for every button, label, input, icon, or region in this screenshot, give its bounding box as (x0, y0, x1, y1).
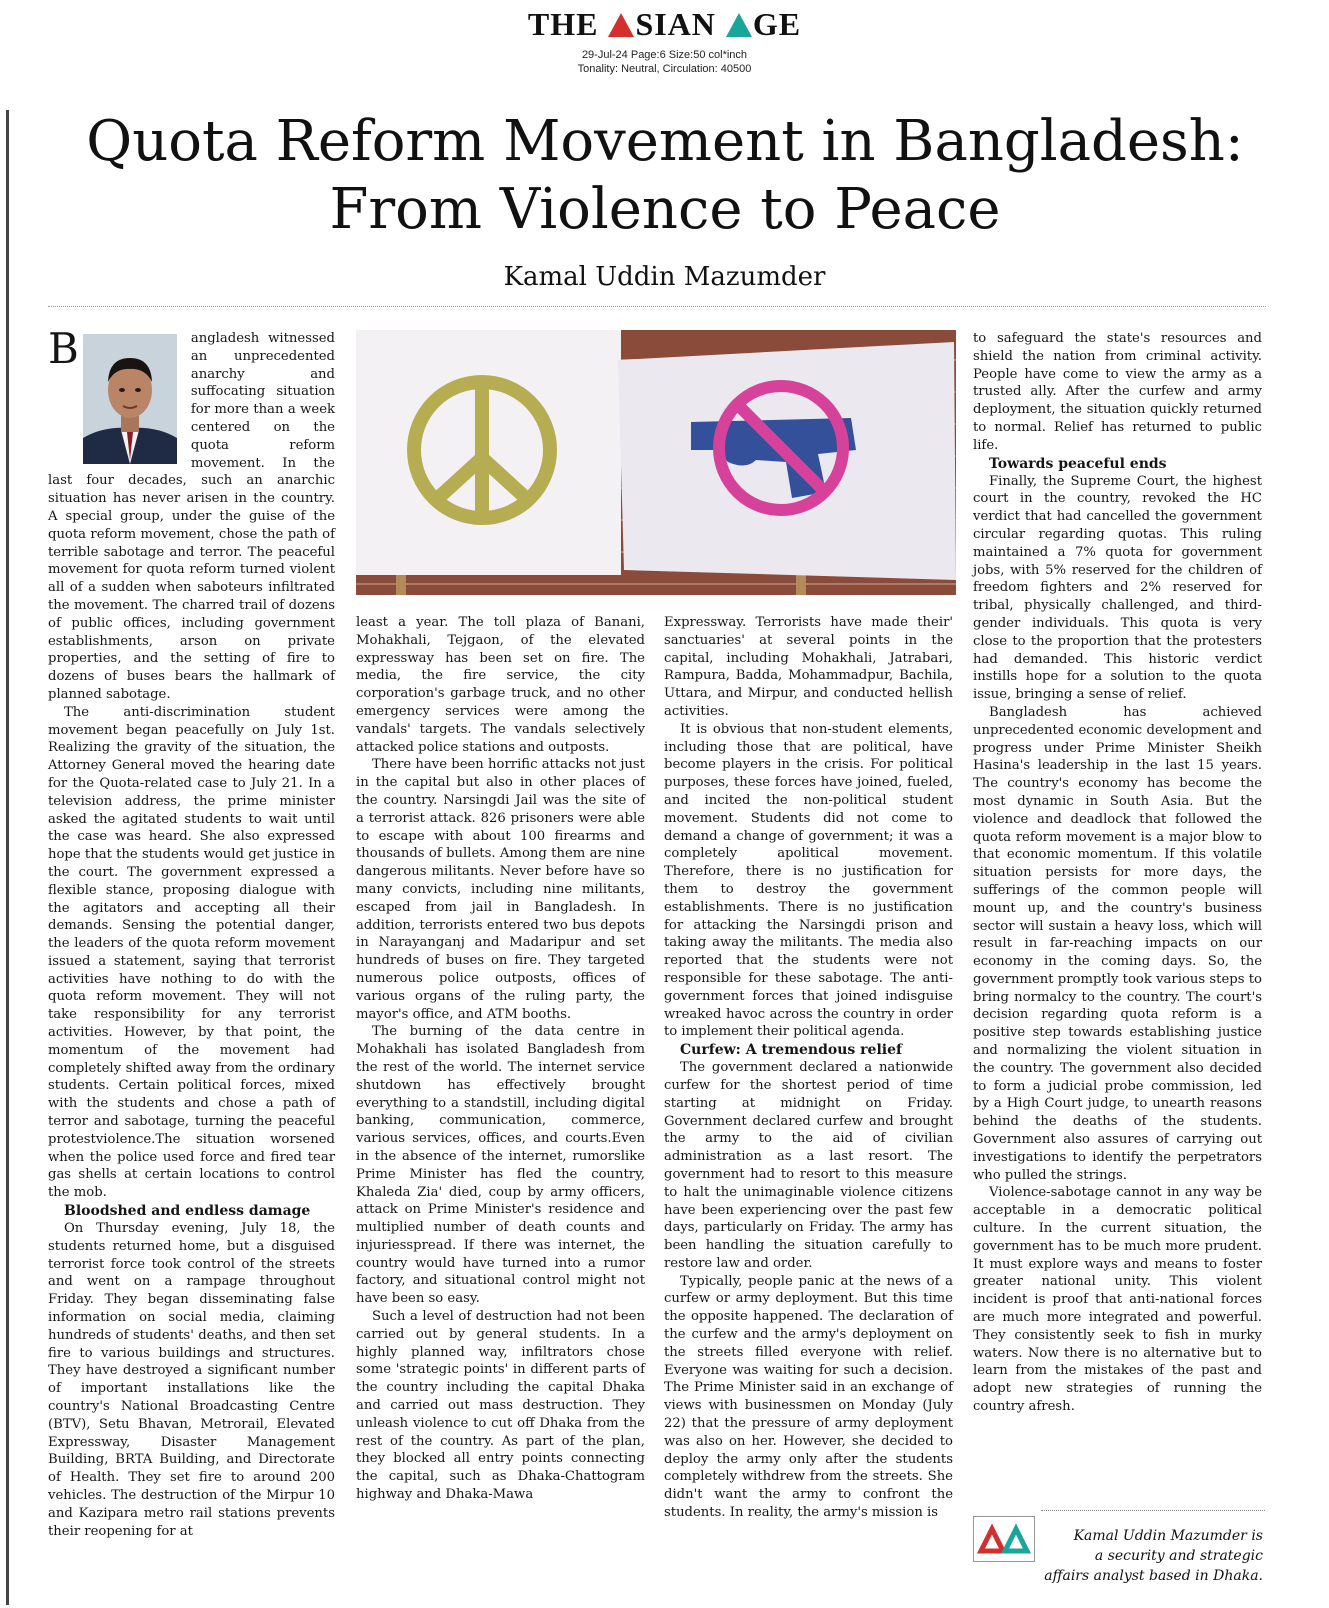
newspaper-logo (0, 6, 1329, 42)
bio-line1: Kamal Uddin Mazumder is (1073, 1528, 1263, 1544)
column3-paragraph-1: Expressway. Terrorists have made their' sanctuaries' at several points in the capital, including Mohakhali, Jatrabari, Rampura, Badda, Mohammadpur, Bachila, Uttara, and Mirpur, and conducted hellish activities. (664, 615, 953, 719)
bio-line3: affairs analyst based in Dhaka. (1044, 1568, 1263, 1584)
article-column-1 (48, 324, 335, 1540)
logo-ge: GE (752, 6, 802, 42)
bio-divider (1041, 1510, 1265, 1511)
column3-paragraph-4: Typically, people panic at the news of a curfew or army deployment. But this time the opposite happened. The declaration of the curfew and the army's deployment on the streets filled everyone with relief. Everyone was waiting for such a decision. The Prime Minister said in an exchange of views with businessmen on Monday (July 22) that the pressure of army deployment was also on her. However, she decided to deploy the army only after the students completely withdrew from the streets. She didn't want the army to confront the students. In reality, the army's mission is (664, 1273, 953, 1521)
author-portrait (83, 334, 177, 464)
article-column-2 (356, 614, 645, 1504)
column2-paragraph-1: least a year. The toll plaza of Banani, Mohakhali, Tejgaon, of the elevated expressway has been set on fire. The media, the fire service, the city corporation's garbage truck, and no other emergency services were among the vandals' targets. The vandals selectively attacked police stations and outposts. (356, 615, 645, 755)
headline-divider (48, 306, 1266, 307)
clipping-meta-line2: Tonality: Neutral, Circulation: 40500 (577, 63, 752, 75)
headline (20, 108, 1310, 244)
asian-age-mini-logo-icon (973, 1516, 1035, 1562)
column1-paragraph-3: On Thursday evening, July 18, the students returned home, but a disguised terrorist force took control of the streets and went on a rampage throughout Friday. They began disseminating false information on social media, claiming hundreds of students' deaths, and then set fire to various buildings and structures. They have destroyed a significant number of important installations like the country's National Broadcasting Centre (BTV), Setu Bhavan, Metrorail, Elevated Expressway, Disaster Management Building, BRTA Building, and Directorate of Health. They set fire to around 200 vehicles. The destruction of the Mirpur 10 and Kazipara metro rail stations prevents their reopening for at (48, 1221, 335, 1539)
article-column-3 (664, 614, 953, 1522)
column4-paragraph-1: to safeguard the state's resources and shield the nation from criminal activity. People have come to view the army as a trusted ally. After the curfew and army deployment, the situation quickly returned to normal. Relief has returned to public life. (973, 331, 1262, 453)
author-bio (973, 1510, 1265, 1602)
article-photo (356, 330, 956, 595)
headline-line1: Quota Reform Movement in Bangladesh: (86, 109, 1244, 174)
drop-cap: B (48, 324, 79, 373)
column4-paragraph-3: Bangladesh has achieved unprecedented economic development and progress under Prime Minister Sheikh Hasina's leadership in the last 15 years. The country's economy has become the most dynamic in South Asia. But the violence and deadlock that followed the quota reform movement is a major blow to that economic momentum. If this volatile situation persists for more days, the sufferings of the common people will mount up, and the country's business sector will sustain a heavy loss, which will result in far-reaching impacts on our economy in the coming days. So, the government promptly took various steps to bring normalcy to the country. The court's decision regarding quota reform is a positive step towards establishing justice and normalizing the violent situation in the country. The government also decided to form a judicial probe commission, led by a High Court judge, to unearth reasons behind the deaths of the students. Government also assures of carrying out investigations to identify the perpetrators who pulled the strings. (973, 704, 1262, 1183)
column1-paragraph-1 (48, 324, 335, 704)
subhead-bloodshed: Bloodshed and endless damage (64, 1203, 311, 1220)
logo-the: THE (527, 6, 599, 42)
column4-paragraph-4: Violence-sabotage cannot in any way be acceptable in a democratic political culture. In the current situation, the government has to be much more prudent. It must explore ways and means to foster greater national unity. This violent incident is proof that anti-national forces are much more integrated and powerful. They consistently seek to fish in murky waters. Now there is no alternative but to learn from the mistakes of the past and adopt new strategies of running the country afresh. (973, 1185, 1262, 1415)
column2-paragraph-2: There have been horrific attacks not just in the capital but also in other places of the country. Narsingdi Jail was the site of a terrorist attack. 826 prisoners were able to escape with about 100 firearms and thousands of bullets. Among them are nine dangerous militants. Never before have so many convicts, including nine militants, escaped from jail in Bangladesh. In addition, terrorists entered two bus depots in Narayanganj and Madaripur and set hundreds of buses on fire. They targeted numerous police outposts, offices of various organs of the ruling party, the mayor's office, and ATM booths. (356, 757, 645, 1022)
column2-paragraph-4: Such a level of destruction had not been carried out by general students. In a highly planned way, infiltrators chose some 'strategic points' in different parts of the country including the capital Dhaka and carried out mass destruction. They unleash violence to cut off Dhaka from the rest of the country. As part of the plan, they blocked all entry points connecting the capital, such as Dhaka-Chattogram highway and Dhaka-Mawa (356, 1309, 645, 1503)
article-column-4 (973, 330, 1262, 1416)
logo-sian: SIAN (635, 6, 716, 42)
column4-paragraph-2: Finally, the Supreme Court, the highest court in the country, revoked the HC verdict that had cancelled the government circular regarding quotas. This ruling maintained a 7% quota for government jobs, with 5% reserved for the children of freedom fighters and 2% reserved for tribal, physically challenged, and third-gender individuals. This quota is very close to the proportion that the protesters had demanded. This historic verdict instills hope for a solution to the quota issue, bringing a sense of relief. (973, 473, 1262, 703)
bio-line2: a security and strategic (1094, 1548, 1263, 1564)
subhead-curfew: Curfew: A tremendous relief (680, 1042, 903, 1059)
logo-a-teal-triangle-icon (726, 13, 752, 37)
column3-paragraph-3: The government declared a nationwide curfew for the shortest period of time starting at midnight on Friday. Government declared curfew and brought the army to the aid of civilian administration as a last resort. The government had to resort to this measure to halt the unimaginable violence citizens have been experiencing over the past few days, particularly on Friday. The army has been handling the situation carefully to restore law and order. (664, 1060, 953, 1271)
clipping-meta-line1: 29-Jul-24 Page:6 Size:50 col*inch (581, 49, 748, 61)
column2-paragraph-3: The burning of the data centre in Mohakhali has isolated Bangladesh from the rest of the world. The internet service shutdown has effectively brought everything to a standstill, including digital banking, communication, commerce, various services, offices, and courts.Even in the absence of the internet, rumorslike Prime Minister has fled the country, Khaleda Zia' died, coup by army officers, attack on Prime Minister's residence and multiplied number of death counts and injuriesspread. If there was internet, the country would have turned into a rumor factory, and situational control might not have been so easy. (356, 1024, 645, 1307)
column1-paragraph-2: The anti-discrimination student movement began peacefully on July 1st. Realizing the gravity of the situation, the Attorney General moved the hearing date for the Quota-related case to July 21. In a television address, the prime minister asked the agitated students to wait until the case was heard. She also expressed hope that the students would get justice in the court. The government expressed a flexible stance, proposing dialogue with the agitators and accepting all their demands. Sensing the potential danger, the leaders of the quota reform movement issued a statement, saying that terrorist activities have nothing to do with the quota reform movement. They will not take responsibility for any terrorist activities. However, by that point, the momentum of the movement had completely shifted away from the ordinary students. Certain political forces, mixed with the students and chose a path of terror and sabotage, turning the peaceful protestviolence.The situation worsened when the police used force and fired tear gas shells at certain locations to control the mob. (48, 704, 335, 1201)
bio-text (1035, 1526, 1263, 1586)
logo-a-triangle-icon (608, 13, 634, 37)
headline-line2: From Violence to Peace (329, 177, 1001, 242)
byline: Kamal Uddin Mazumder (503, 262, 826, 292)
column3-paragraph-2: It is obvious that non-student elements, including those that are political, have become players in the crisis. For political purposes, these forces have joined, fueled, and incited the non-political student movement. Students did not come to demand a change of government; it was a completely apolitical movement. Therefore, there is no justification for them to destroy the government establishments. There is no justification for attacking the Narsingdi prison and taking away the militants. The media also reported that the students were not responsible for these sabotage. The anti-government forces that joined indisguise wreaked havoc across the country in order to implement their political agenda. (664, 721, 953, 1040)
subhead-peaceful-ends: Towards peaceful ends (989, 455, 1167, 472)
left-margin-bar (6, 110, 9, 1605)
masthead (0, 6, 1329, 76)
column1-paragraph-1-text: angladesh witnessed an unprecedented anarchy and suffocating situation for more than a week centered on the quota reform movement. In the last four decades, such an anarchic situation has never arisen in the country. A special group, under the guise of the quota reform movement, chose the path of terrible sabotage and terror. The peaceful movement for quota reform turned violent all of a sudden when saboteurs infiltrated the movement. The charred trail of dozens of public offices, including government establishments, arson on private properties, and the setting of fire to dozens of buses bears the hallmark of planned sabotage. (48, 331, 335, 702)
